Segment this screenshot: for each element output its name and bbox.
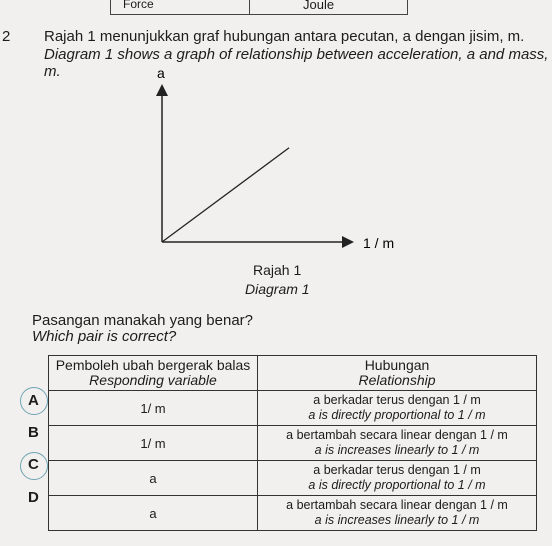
row-a-rel-ms: a berkadar terus dengan 1 / m bbox=[313, 393, 481, 407]
row-b-rel-en: a is increases linearly to 1 / m bbox=[314, 443, 480, 457]
row-a-rel-en: a is directly proportional to 1 / m bbox=[308, 408, 486, 422]
row-c-rel-en: a is directly proportional to 1 / m bbox=[308, 478, 486, 492]
header-rel-en: Relationship bbox=[358, 372, 436, 388]
question-text-ms: Rajah 1 menunjukkan graf hubungan antara pecutan, a dengan jisim, m. bbox=[44, 28, 525, 45]
table-row[interactable] bbox=[49, 391, 537, 426]
graph-line-series bbox=[162, 148, 289, 242]
option-c-circle bbox=[20, 452, 48, 480]
option-letter-d[interactable]: D bbox=[28, 489, 39, 506]
row-a-variable: 1/ m bbox=[49, 391, 258, 426]
answer-table bbox=[48, 355, 537, 531]
prompt-en: Which pair is correct? bbox=[32, 328, 177, 345]
question-number: 2 bbox=[2, 28, 11, 45]
table-row[interactable] bbox=[49, 461, 537, 496]
row-a-relationship bbox=[258, 391, 537, 426]
row-d-rel-ms: a bertambah secara linear dengan 1 / m bbox=[286, 498, 508, 512]
row-d-variable: a bbox=[49, 496, 258, 531]
prompt-ms: Pasangan manakah yang benar? bbox=[32, 312, 254, 329]
header-responding-variable bbox=[49, 356, 258, 391]
top-cutoff-table bbox=[110, 0, 408, 15]
row-c-rel-ms: a berkadar terus dengan 1 / m bbox=[313, 463, 481, 477]
row-b-rel-ms: a bertambah secara linear dengan 1 / m bbox=[286, 428, 508, 442]
question-text-en: Diagram 1 shows a graph of relationship between acceleration, a and mass, m. bbox=[44, 46, 549, 80]
row-b-variable: 1/ m bbox=[49, 426, 258, 461]
header-var-ms: Pemboleh ubah bergerak balas bbox=[55, 357, 251, 373]
row-c-relationship bbox=[258, 461, 537, 496]
row-d-rel-en: a is increases linearly to 1 / m bbox=[314, 513, 480, 527]
option-a-circle bbox=[20, 387, 48, 415]
option-letter-b[interactable]: B bbox=[28, 424, 39, 441]
caption-ms: Rajah 1 bbox=[253, 262, 302, 278]
top-table-cell-joule: Joule bbox=[303, 0, 335, 12]
row-b-relationship bbox=[258, 426, 537, 461]
table-row[interactable] bbox=[49, 496, 537, 531]
row-c-variable: a bbox=[49, 461, 258, 496]
option-letter-c[interactable]: C bbox=[28, 456, 39, 473]
row-d-relationship bbox=[258, 496, 537, 531]
caption-en: Diagram 1 bbox=[245, 281, 310, 297]
graph-figure bbox=[120, 60, 400, 260]
header-relationship bbox=[258, 356, 537, 391]
y-axis-label: a bbox=[157, 65, 165, 81]
header-rel-ms: Hubungan bbox=[364, 357, 430, 373]
table-header-row bbox=[49, 356, 537, 391]
table-row[interactable] bbox=[49, 426, 537, 461]
header-var-en: Responding variable bbox=[89, 372, 217, 388]
top-table-divider bbox=[249, 0, 250, 14]
option-letter-a[interactable]: A bbox=[28, 392, 39, 409]
x-axis-label: 1 / m bbox=[363, 235, 395, 251]
top-table-cell-force: Force bbox=[123, 0, 154, 11]
